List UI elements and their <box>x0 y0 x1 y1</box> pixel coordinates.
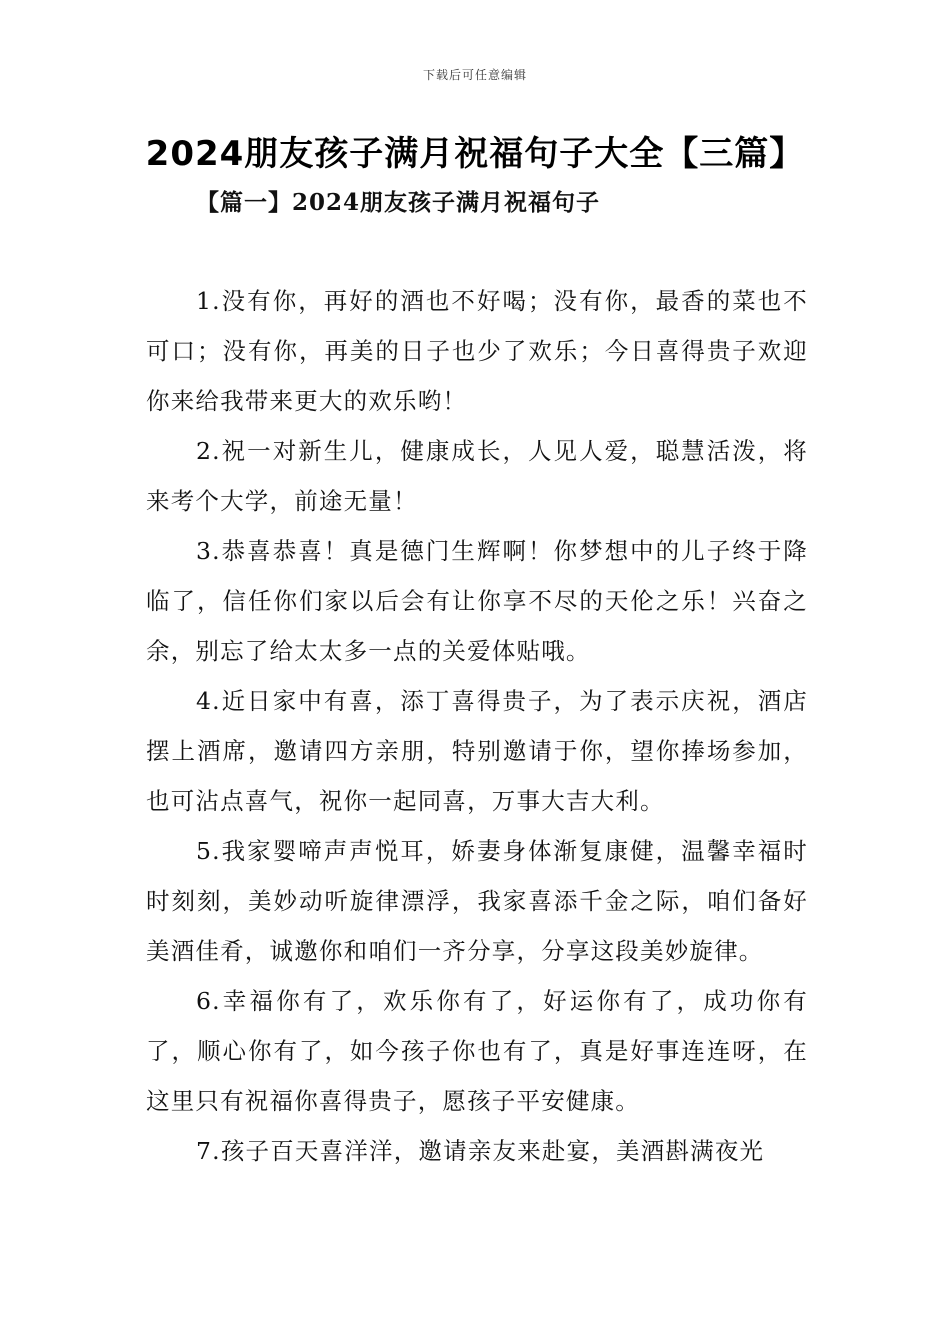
paragraph: 3.恭喜恭喜！真是德门生辉啊！你梦想中的儿子终于降临了，信任你们家以后会有让你享不尽的天伦之乐！兴奋之余，别忘了给太太多一点的关爱体贴哦。 <box>146 537 808 665</box>
paragraph: 4.近日家中有喜，添丁喜得贵子，为了表示庆祝，酒店摆上酒席，邀请四方亲朋，特别邀请于你，望你捧场参加，也可沾点喜气，祝你一起同喜，万事大吉大利。 <box>146 687 808 815</box>
paragraph: 1.没有你，再好的酒也不好喝；没有你，最香的菜也不可口；没有你，再美的日子也少了欢乐；今日喜得贵子欢迎你来给我带来更大的欢乐哟！ <box>146 287 808 415</box>
paragraph: 6.幸福你有了，欢乐你有了，好运你有了，成功你有了，顺心你有了，如今孩子你也有了，真是好事连连呀，在这里只有祝福你喜得贵子，愿孩子平安健康。 <box>146 987 808 1115</box>
document-title: 2024朋友孩子满月祝福句子大全【三篇】 <box>145 134 805 174</box>
header-note: 下载后可任意编辑 <box>422 68 527 82</box>
section-title: 【篇一】2024朋友孩子满月祝福句子 <box>196 189 601 216</box>
paragraph: 5.我家婴啼声声悦耳，娇妻身体渐复康健，温馨幸福时时刻刻，美妙动听旋律漂浮，我家喜添千金之际，咱们备好美酒佳肴，诚邀你和咱们一齐分享，分享这段美妙旋律。 <box>146 837 808 965</box>
document-body <box>146 276 808 1176</box>
paragraph: 7.孩子百天喜洋洋，邀请亲友来赴宴，美酒斟满夜光 <box>196 1137 765 1165</box>
paragraph: 2.祝一对新生儿，健康成长，人见人爱，聪慧活泼，将来考个大学，前途无量！ <box>146 437 808 515</box>
